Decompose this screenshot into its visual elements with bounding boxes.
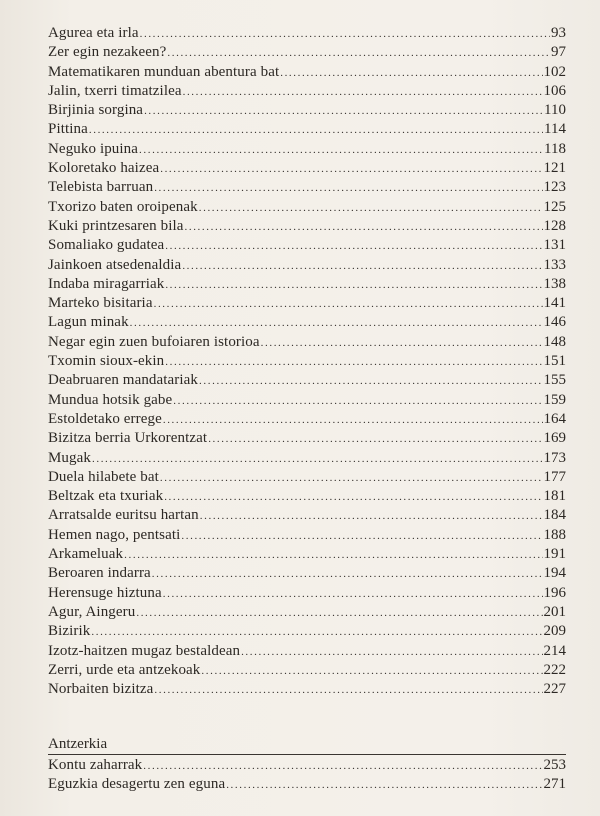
entry-title: Telebista barruan bbox=[48, 179, 154, 196]
entry-title: Indaba miragarriak bbox=[48, 275, 165, 292]
entry-title: Duela hilabete bat bbox=[48, 468, 159, 485]
dot-leader bbox=[139, 141, 543, 160]
toc-entry bbox=[48, 429, 566, 448]
entry-page-number: 97 bbox=[551, 44, 566, 61]
dot-leader bbox=[226, 776, 542, 795]
toc-entry bbox=[48, 236, 566, 255]
toc-entry bbox=[48, 468, 566, 487]
dot-leader bbox=[185, 218, 543, 237]
toc-entry bbox=[48, 775, 566, 794]
entry-page-number: 148 bbox=[543, 333, 566, 350]
entry-title: Kuki printzesaren bila bbox=[48, 217, 184, 234]
entry-page-number: 271 bbox=[543, 776, 566, 793]
toc-entry bbox=[48, 449, 566, 468]
entry-page-number: 188 bbox=[543, 526, 566, 543]
dot-leader bbox=[201, 662, 542, 681]
toc-entry bbox=[48, 584, 566, 603]
dot-leader bbox=[163, 411, 543, 430]
entry-title: Hemen nago, pentsati bbox=[48, 526, 181, 543]
dot-leader bbox=[165, 276, 542, 295]
toc-entry bbox=[48, 371, 566, 390]
toc-entry bbox=[48, 120, 566, 139]
entry-title: Mundua hotsik gabe bbox=[48, 391, 173, 408]
toc-entry bbox=[48, 603, 566, 622]
dot-leader bbox=[208, 430, 542, 449]
dot-leader bbox=[144, 102, 543, 121]
toc-entry bbox=[48, 756, 566, 775]
entry-page-number: 128 bbox=[543, 217, 566, 234]
toc-entry bbox=[48, 275, 566, 294]
entry-page-number: 196 bbox=[543, 584, 566, 601]
dot-leader bbox=[160, 469, 543, 488]
entry-page-number: 93 bbox=[551, 25, 566, 41]
entry-title: Zer egin nezakeen? bbox=[48, 44, 167, 61]
entry-title: Agurea eta irla bbox=[48, 25, 139, 41]
entry-page-number: 227 bbox=[543, 681, 566, 698]
entry-page-number: 141 bbox=[543, 295, 566, 312]
dot-leader bbox=[91, 623, 542, 642]
section-entries bbox=[48, 756, 566, 795]
entry-page-number: 194 bbox=[543, 565, 566, 582]
entry-page-number: 114 bbox=[544, 121, 566, 138]
entry-title: Estoldetako errege bbox=[48, 410, 162, 427]
toc-entry bbox=[48, 159, 566, 178]
entry-title: Norbaiten bizitza bbox=[48, 681, 154, 698]
toc-entry bbox=[48, 642, 566, 661]
entry-title: Lagun minak bbox=[48, 314, 129, 331]
entry-page-number: 214 bbox=[543, 642, 566, 659]
dot-leader bbox=[173, 392, 542, 411]
entry-page-number: 164 bbox=[543, 410, 566, 427]
toc-entry bbox=[48, 140, 566, 159]
entry-title: Arkameluak bbox=[48, 546, 124, 563]
toc-entry bbox=[48, 101, 566, 120]
entry-title: Jainkoen atsedenaldia bbox=[48, 256, 182, 273]
section-heading: Antzerkia bbox=[48, 735, 566, 755]
entry-title: Herensuge hiztuna bbox=[48, 584, 162, 601]
dot-leader bbox=[92, 450, 543, 469]
entry-title: Txomin sioux-ekin bbox=[48, 353, 165, 370]
dot-leader bbox=[167, 44, 550, 63]
entry-page-number: 173 bbox=[543, 449, 566, 466]
dot-leader bbox=[163, 585, 543, 604]
dot-leader bbox=[154, 179, 542, 198]
toc-entry bbox=[48, 506, 566, 525]
dot-leader bbox=[280, 64, 542, 83]
entry-page-number: 159 bbox=[543, 391, 566, 408]
toc-entry bbox=[48, 313, 566, 332]
entry-title: Birjinia sorgina bbox=[48, 102, 144, 119]
dot-leader bbox=[143, 757, 542, 776]
entry-page-number: 102 bbox=[543, 63, 566, 80]
entry-title: Koloretako haizea bbox=[48, 160, 160, 177]
entry-page-number: 169 bbox=[543, 430, 566, 447]
dot-leader bbox=[261, 334, 543, 353]
entry-page-number: 253 bbox=[543, 757, 566, 773]
entry-page-number: 118 bbox=[544, 140, 566, 157]
dot-leader bbox=[181, 527, 542, 546]
dot-leader bbox=[140, 25, 550, 44]
toc-entry bbox=[48, 82, 566, 101]
entry-page-number: 222 bbox=[543, 661, 566, 678]
toc-entry bbox=[48, 256, 566, 275]
entry-title: Arratsalde euritsu hartan bbox=[48, 507, 199, 524]
entry-title: Somaliako gudatea bbox=[48, 237, 165, 254]
entry-page-number: 181 bbox=[543, 488, 566, 505]
toc-entry bbox=[48, 661, 566, 680]
toc-entry bbox=[48, 391, 566, 410]
dot-leader bbox=[89, 121, 543, 140]
entry-title: Eguzkia desagertu zen eguna bbox=[48, 776, 226, 793]
entry-title: Jalin, txerri timatzilea bbox=[48, 82, 182, 99]
entry-page-number: 191 bbox=[543, 546, 566, 563]
entry-title: Beltzak eta txuriak bbox=[48, 488, 164, 505]
toc-entry bbox=[48, 63, 566, 82]
dot-leader bbox=[182, 257, 542, 276]
entry-title: Txorizo baten oroipenak bbox=[48, 198, 198, 215]
toc-entry bbox=[48, 198, 566, 217]
entry-page-number: 133 bbox=[543, 256, 566, 273]
entry-title: Marteko bisitaria bbox=[48, 295, 153, 312]
dot-leader bbox=[154, 295, 543, 314]
entry-title: Pittina bbox=[48, 121, 88, 138]
antzerkia-section bbox=[48, 735, 566, 795]
entry-title: Agur, Aingeru bbox=[48, 603, 136, 620]
dot-leader bbox=[241, 643, 542, 662]
entry-title: Zerri, urde eta antzekoak bbox=[48, 661, 201, 678]
dot-leader bbox=[183, 83, 543, 102]
entry-page-number: 106 bbox=[543, 82, 566, 99]
toc-entry bbox=[48, 24, 566, 43]
dot-leader bbox=[124, 546, 542, 565]
entry-title: Matematikaren munduan abentura bat bbox=[48, 63, 280, 80]
entry-page-number: 151 bbox=[543, 353, 566, 370]
dot-leader bbox=[165, 353, 542, 372]
entry-title: Deabruaren mandatariak bbox=[48, 372, 199, 389]
entry-title: Mugak bbox=[48, 449, 91, 466]
toc-entry bbox=[48, 294, 566, 313]
entry-page-number: 121 bbox=[543, 160, 566, 177]
entry-page-number: 155 bbox=[543, 372, 566, 389]
entry-page-number: 184 bbox=[543, 507, 566, 524]
entry-page-number: 177 bbox=[543, 468, 566, 485]
entry-page-number: 110 bbox=[544, 102, 566, 119]
dot-leader bbox=[160, 160, 542, 179]
toc-entry bbox=[48, 178, 566, 197]
dot-leader bbox=[130, 314, 543, 333]
dot-leader bbox=[136, 604, 542, 623]
entry-page-number: 125 bbox=[543, 198, 566, 215]
entry-page-number: 131 bbox=[543, 237, 566, 254]
dot-leader bbox=[154, 681, 542, 700]
dot-leader bbox=[199, 372, 542, 391]
toc-entry bbox=[48, 487, 566, 506]
toc-entry bbox=[48, 352, 566, 371]
entry-page-number: 201 bbox=[543, 603, 566, 620]
toc-entry bbox=[48, 43, 566, 62]
dot-leader bbox=[164, 488, 542, 507]
entry-title: Kontu zaharrak bbox=[48, 757, 143, 773]
toc-entry bbox=[48, 526, 566, 545]
toc-entry bbox=[48, 410, 566, 429]
toc-entry bbox=[48, 680, 566, 699]
dot-leader bbox=[200, 507, 543, 526]
table-of-contents bbox=[48, 24, 566, 699]
entry-page-number: 146 bbox=[543, 314, 566, 331]
toc-entry bbox=[48, 217, 566, 236]
dot-leader bbox=[199, 199, 543, 218]
entry-title: Bizitza berria Urkorentzat bbox=[48, 430, 208, 447]
entry-page-number: 138 bbox=[543, 275, 566, 292]
entry-title: Izotz-haitzen mugaz bestaldean bbox=[48, 642, 241, 659]
entry-title: Bizirik bbox=[48, 623, 91, 640]
entry-title: Beroaren indarra bbox=[48, 565, 151, 582]
dot-leader bbox=[152, 565, 543, 584]
entry-page-number: 123 bbox=[543, 179, 566, 196]
toc-entry bbox=[48, 622, 566, 641]
entry-title: Negar egin zuen bufoiaren istorioa bbox=[48, 333, 260, 350]
entry-title: Neguko ipuina bbox=[48, 140, 139, 157]
toc-entry bbox=[48, 545, 566, 564]
dot-leader bbox=[165, 237, 542, 256]
entry-page-number: 209 bbox=[543, 623, 566, 640]
toc-entry bbox=[48, 564, 566, 583]
toc-entry bbox=[48, 333, 566, 352]
